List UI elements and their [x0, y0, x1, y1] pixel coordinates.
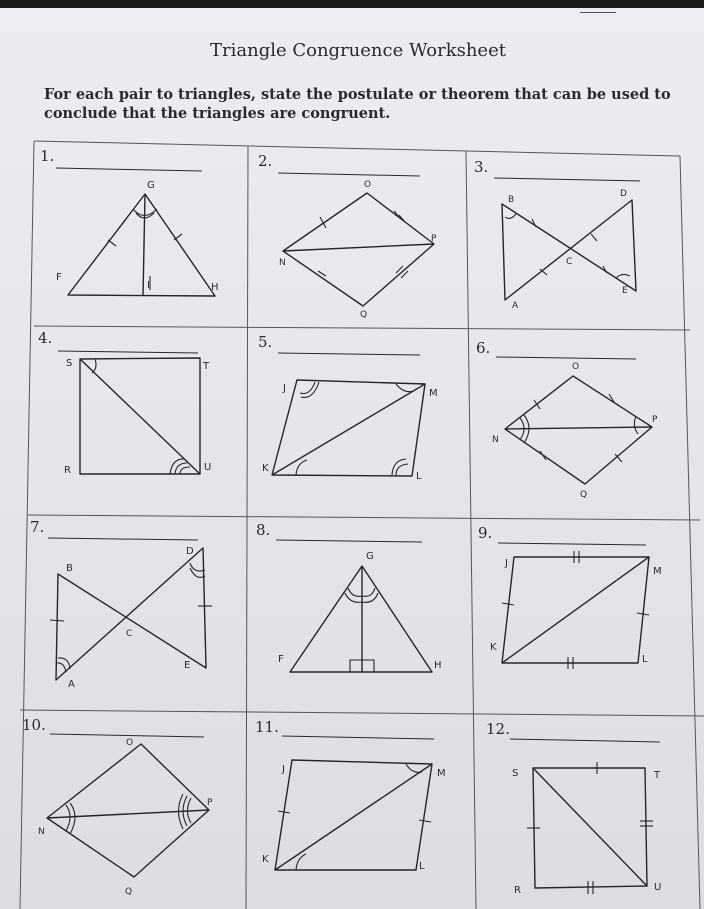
point-label: N: [38, 827, 45, 837]
problem-12: [486, 720, 661, 896]
point-label: T: [654, 770, 661, 781]
point-label: N: [492, 435, 499, 445]
figure-triangle-fgh: [68, 194, 215, 296]
answer-blank[interactable]: [276, 540, 422, 542]
problem-number: 7.: [30, 518, 45, 536]
figure-parallelogram-jklm: [272, 380, 425, 476]
point-label: F: [278, 654, 284, 665]
answer-blank[interactable]: [58, 351, 198, 353]
worksheet-page: [0, 8, 704, 909]
point-label: P: [431, 234, 437, 244]
figure-quadrilateral-nopq: [505, 376, 652, 484]
point-label: M: [653, 566, 662, 577]
problem-1: [40, 147, 219, 296]
problem-number: 1.: [40, 147, 55, 165]
answer-blank[interactable]: [278, 173, 420, 176]
answer-blank[interactable]: [496, 357, 636, 359]
instructions-line-1: For each pair to triangles, state the postulate or theorem that can be used to: [44, 86, 671, 103]
point-label: G: [366, 551, 374, 562]
point-label: C: [566, 257, 573, 267]
point-label: J: [282, 764, 285, 775]
point-label: L: [642, 654, 648, 665]
point-label: I: [147, 280, 150, 291]
problem-2: [258, 152, 437, 320]
point-label: D: [186, 546, 194, 557]
problem-11: [255, 718, 446, 872]
point-label: O: [126, 738, 134, 748]
answer-blank[interactable]: [498, 543, 646, 545]
point-label: Q: [360, 310, 368, 320]
problem-number: 11.: [255, 718, 279, 736]
point-label: C: [126, 629, 133, 639]
figure-triangle-fgh: [290, 566, 432, 672]
point-label: K: [262, 854, 269, 865]
problem-number: 9.: [478, 524, 493, 542]
point-label: N: [279, 258, 286, 268]
instructions-line-2: conclude that the triangles are congruent.: [44, 105, 391, 122]
problem-10: [22, 716, 213, 897]
figure-parallelogram-jklm: [275, 760, 432, 870]
answer-blank[interactable]: [510, 739, 660, 742]
problem-number: 10.: [22, 716, 46, 734]
point-label: L: [419, 861, 425, 872]
answer-blank[interactable]: [56, 168, 202, 171]
problem-number: 12.: [486, 720, 510, 738]
point-label: R: [514, 885, 521, 896]
point-label: S: [512, 768, 519, 779]
problem-number: 8.: [256, 521, 271, 539]
answer-blank[interactable]: [48, 538, 198, 540]
problem-5: [258, 333, 438, 482]
point-label: J: [283, 383, 286, 394]
problem-6: [476, 339, 658, 500]
point-label: G: [147, 180, 155, 191]
figure-square-rstu: [80, 358, 200, 474]
point-label: E: [184, 660, 191, 671]
grid-lines: [20, 141, 704, 909]
point-label: L: [416, 471, 422, 482]
problem-number: 6.: [476, 339, 491, 357]
problem-7: [30, 518, 212, 690]
point-label: T: [203, 361, 210, 372]
point-label: H: [434, 660, 442, 671]
point-label: J: [505, 558, 508, 569]
answer-blank[interactable]: [278, 353, 420, 355]
answer-blank[interactable]: [282, 736, 434, 739]
point-label: Q: [125, 887, 133, 897]
problem-8: [256, 521, 442, 672]
problem-number: 2.: [258, 152, 273, 170]
answer-blank[interactable]: [494, 178, 640, 181]
problem-3: [474, 158, 640, 311]
point-label: P: [207, 798, 213, 808]
figure-quadrilateral-nopq: [47, 744, 209, 877]
point-label: S: [66, 358, 73, 369]
point-label: Q: [580, 490, 588, 500]
point-label: R: [64, 465, 71, 476]
point-label: K: [490, 642, 497, 653]
point-label: U: [204, 462, 212, 473]
point-label: A: [68, 679, 75, 690]
point-label: M: [429, 388, 438, 399]
problem-number: 3.: [474, 158, 489, 176]
problem-number: 5.: [258, 333, 273, 351]
point-label: E: [622, 286, 628, 296]
point-label: D: [620, 189, 627, 199]
point-label: U: [654, 882, 662, 893]
point-label: O: [364, 180, 372, 190]
problems-grid: [0, 8, 704, 909]
problem-9: [478, 524, 662, 669]
point-label: M: [437, 768, 446, 779]
figure-parallelogram-jklm: [502, 551, 649, 669]
figure-quadrilateral-nopq: [283, 193, 434, 306]
point-label: B: [508, 195, 515, 205]
point-label: F: [56, 272, 62, 283]
point-label: B: [66, 563, 73, 574]
point-label: O: [572, 362, 580, 372]
figure-bowtie-bcd: [502, 200, 636, 300]
figure-square-rstu: [527, 762, 653, 894]
problem-number: 4.: [38, 329, 53, 347]
point-label: H: [211, 282, 219, 293]
point-label: K: [262, 463, 269, 474]
point-label: P: [652, 415, 658, 425]
problem-4: [38, 329, 211, 476]
point-label: A: [512, 301, 519, 311]
worksheet-title: Triangle Congruence Worksheet: [210, 40, 506, 61]
answer-blank[interactable]: [50, 734, 204, 737]
